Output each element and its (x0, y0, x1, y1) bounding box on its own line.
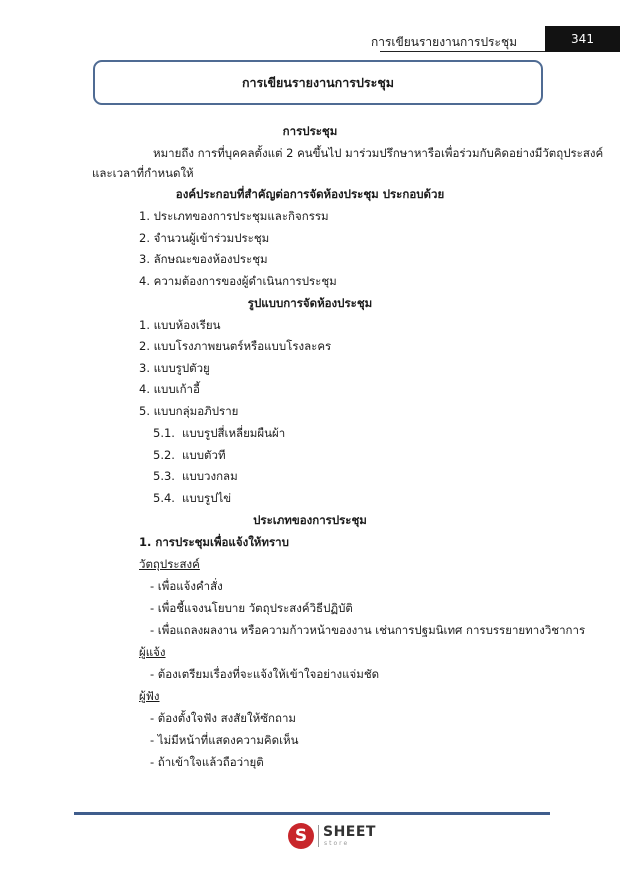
list-item: 1. ประเภทของการประชุมและกิจกรรม (139, 209, 329, 223)
logo-mark-icon: S (288, 823, 314, 849)
sub-list-number: 5.4. (153, 491, 175, 505)
list-item: 5. แบบกลุ่มอภิปราย (139, 404, 239, 418)
section-heading-meeting: การประชุม (282, 124, 338, 138)
list-item: 2. แบบโรงภาพยนตร์หรือแบบโรงละคร (139, 339, 332, 353)
list-item: 1. แบบห้องเรียน (139, 318, 221, 332)
sub-list-text: แบบรูปไข่ (182, 491, 232, 505)
logo-subtext: store (324, 840, 350, 847)
objective-label: วัตถุประสงค์ (139, 557, 200, 571)
logo-text: SHEET (323, 824, 376, 840)
definition-paragraph-cont: และเวลาที่กำหนดให้ (92, 166, 194, 180)
bullet-item: - ต้องเตรียมเรื่องที่จะแจ้งให้เข้าใจอย่างแจ่มชัด (150, 667, 380, 681)
sub-list-number: 5.3. (153, 469, 175, 483)
listener-label: ผู้ฟัง (139, 689, 160, 703)
sub-list-text: แบบตัวที (182, 448, 226, 462)
bullet-item: - ต้องตั้งใจฟัง สงสัยให้ซักถาม (150, 711, 297, 725)
bullet-item: - เพื่อแจ้งคำสั่ง (150, 579, 223, 593)
section-heading-meeting-types: ประเภทของการประชุม (253, 513, 367, 527)
sub-heading: 1. การประชุมเพื่อแจ้งให้ทราบ (139, 535, 289, 549)
section-heading-components: องค์ประกอบที่สำคัญต่อการจัดห้องประชุม ประกอบด้วย (175, 187, 445, 201)
sub-list-item (153, 491, 231, 505)
bullet-item: - เพื่อชี้แจงนโยบาย วัตถุประสงค์วิธีปฏิบัติ (150, 601, 353, 615)
chapter-title-box: การเขียนรายงานการประชุม (93, 60, 543, 105)
sub-list-text: แบบรูปสี่เหลี่ยมผืนผ้า (182, 426, 286, 440)
page-number-tab: 341 (545, 26, 620, 52)
bullet-item: - ถ้าเข้าใจแล้วถือว่ายุติ (150, 755, 264, 769)
list-item: 2. จำนวนผู้เข้าร่วมประชุม (139, 231, 270, 245)
section-heading-layouts: รูปแบบการจัดห้องประชุม (247, 296, 373, 310)
list-item: 3. แบบรูปตัวยู (139, 361, 210, 375)
list-item: 4. แบบเก้าอี้ (139, 382, 200, 396)
list-item: 3. ลักษณะของห้องประชุม (139, 252, 268, 266)
sub-list-number: 5.1. (153, 426, 175, 440)
sheetstore-logo (288, 823, 378, 851)
definition-paragraph: หมายถึง การที่บุคคลตั้งแต่ 2 คนขึ้นไป มาร่วมปรึกษาหารือเพื่อร่วมกับคิดอย่างมีวัตถุประสงค์ (153, 146, 604, 160)
bullet-item: - ไม่มีหน้าที่แสดงความคิดเห็น (150, 733, 299, 747)
sub-list-item (153, 448, 226, 462)
running-header-title: การเขียนรายงานการประชุม (370, 35, 517, 49)
informer-label: ผู้แจ้ง (139, 645, 166, 659)
sub-list-number: 5.2. (153, 448, 175, 462)
sub-list-item (153, 426, 285, 440)
sub-list-text: แบบวงกลม (182, 469, 238, 483)
sub-list-item (153, 469, 238, 483)
footer-rule (74, 812, 550, 815)
logo-divider (318, 825, 319, 847)
bullet-item: - เพื่อแถลงผลงาน หรือความก้าวหน้าของงาน เช่นการปฐมนิเทศ การบรรยายทางวิชาการ (150, 623, 586, 637)
list-item: 4. ความต้องการของผู้ดำเนินการประชุม (139, 274, 337, 288)
